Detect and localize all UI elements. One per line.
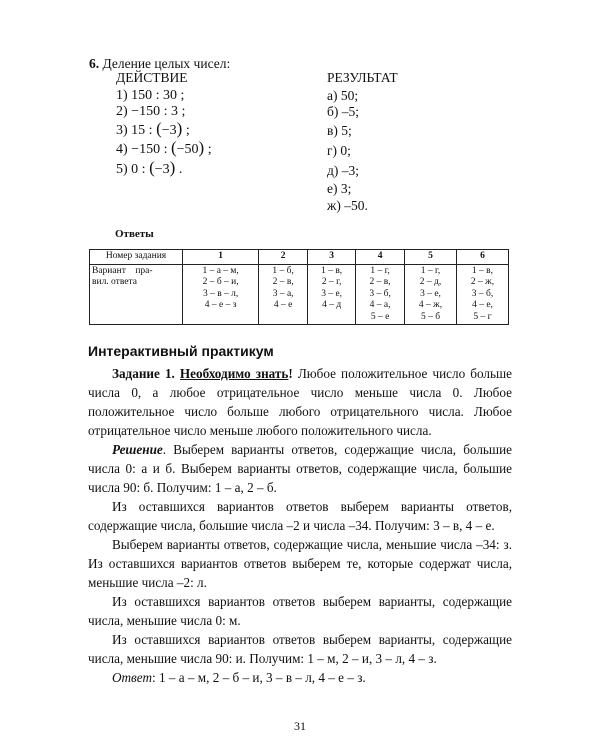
problem-number: 6. — [89, 56, 100, 71]
answer-cell-3: 1 – в, 2 – г, 3 – е, 4 – д — [308, 264, 356, 325]
action-header: ДЕЙСТВИЕ — [116, 70, 188, 85]
result-v: в) 5; — [327, 123, 352, 138]
header-col-5: 5 — [405, 250, 457, 265]
solution-step-2: Из оставшихся вариантов ответов выберем варианты ответов, содержащие числа, большие числа –2 и числа –34. Получим: 3 – в, 4 – е. — [88, 499, 512, 533]
result-g: г) 0; — [327, 143, 351, 158]
answer-cell-5: 1 – г, 2 – д, 3 – е, 4 – ж, 5 – б — [405, 264, 457, 325]
action-4: 4) −150 : (−50) ; — [116, 138, 212, 157]
solution-label: Решение — [112, 442, 163, 457]
action-3: 3) 15 : (−3) ; — [116, 119, 190, 138]
problem-title: Деление целых чисел: — [102, 56, 231, 71]
row-label: Вариант пра- вил. ответа — [90, 264, 183, 325]
answer-text: : 1 – а – м, 2 – б – и, 3 – в – л, 4 – е – з. — [151, 670, 366, 685]
header-col-2: 2 — [259, 250, 308, 265]
solution-text: . Выберем варианты ответов, содержащие числа, большие числа 0: а и б. Выберем варианты ответов, содержащие числа, большие числа 90: б. Получим: 1 – а, 2 – б. — [88, 442, 512, 495]
answers-title: Ответы — [115, 228, 154, 240]
result-e: е) 3; — [327, 181, 352, 196]
solution-step-3: Выберем варианты ответов, содержащие числа, меньшие числа –34: з. Из оставшихся вариантов ответов выберем те, которые содержат числа, меньшие числа –2: л. — [88, 537, 512, 590]
answer-label: Ответ — [112, 670, 152, 685]
header-col-6: 6 — [456, 250, 508, 265]
task-text: Любое положительное число больше числа 0, а любое отрицательное число меньше числа 0. Любое положительное число больше любого отрицательного числа. Любое отрицательное число меньше любого положительного числа. — [88, 366, 513, 438]
table-row — [90, 264, 509, 325]
answer-cell-6: 1 – в, 2 – ж, 3 – б, 4 – е, 5 – г — [456, 264, 508, 325]
header-col-4: 4 — [356, 250, 405, 265]
result-zh: ж) –50. — [327, 198, 368, 213]
result-b: б) –5; — [327, 104, 359, 119]
action-5: 5) 0 : (−3) . — [116, 158, 183, 177]
result-d: д) –3; — [327, 163, 359, 178]
result-a: а) 50; — [327, 88, 359, 103]
header-label: Номер задания — [90, 250, 183, 265]
action-1: 1) 150 : 30 ; — [116, 88, 185, 103]
table-header-row — [90, 250, 509, 265]
header-col-1: 1 — [183, 250, 259, 265]
section-title: Интерактивный практикум — [88, 343, 274, 359]
action-2: 2) −150 : 3 ; — [116, 104, 186, 119]
page-number: 31 — [294, 719, 306, 733]
solution-step-4: Из оставшихся вариантов ответов выберем варианты, содержащие числа, меньшие числа 0: м. — [88, 594, 512, 628]
answer-cell-4: 1 – г, 2 – в, 3 – б, 4 – а, 5 – е — [356, 264, 405, 325]
must-know: Необходимо знать — [179, 366, 289, 381]
header-col-3: 3 — [308, 250, 356, 265]
task-paragraph: Задание 1. Необходимо знать! Любое положительное число больше числа 0, а любое отрицательное число меньше числа 0. Любое положительное число больше любого отрицательного числа. Любое отрицательное число меньше любого положительного числа. Решение. Выберем варианты ответов, содержащие числа, большие числа 0: а и б. Выберем варианты ответов, содержащие числа, большие числа 90: б. Получим: 1 – а, 2 – б. Из оставшихся вариантов ответов выберем варианты ответов, содержащие числа, большие числа –2 и числа –34. Получим: 3 – в, 4 – е. Выберем варианты ответов, содержащие числа, меньшие числа –34: з. Из оставшихся вариантов ответов выберем те, которые содержат числа, меньшие числа –2: л. Из оставшихся вариантов ответов выберем варианты, содержащие числа, меньшие числа 0: м. Из оставшихся вариантов ответов выберем варианты, содержащие числа, меньшие числа 90: и. Получим: 1 – м, 2 – и, 3 – л, 4 – з. Ответ: 1 – а – м, 2 – б – и, 3 – в – л, 4 – е – з. — [88, 366, 513, 685]
solution-step-5: Из оставшихся вариантов ответов выберем варианты, содержащие числа, меньшие числа 90: и. Получим: 1 – м, 2 – и, 3 – л, 4 – з. — [88, 632, 512, 666]
answer-cell-1: 1 – а – м, 2 – б – и, 3 – в – л, 4 – е – з — [183, 264, 259, 325]
result-header: РЕЗУЛЬТАТ — [327, 70, 398, 85]
task-label: Задание 1 — [112, 366, 172, 381]
answers-table — [89, 249, 509, 325]
answer-cell-2: 1 – б, 2 – в, 3 – а, 4 – е — [259, 264, 308, 325]
